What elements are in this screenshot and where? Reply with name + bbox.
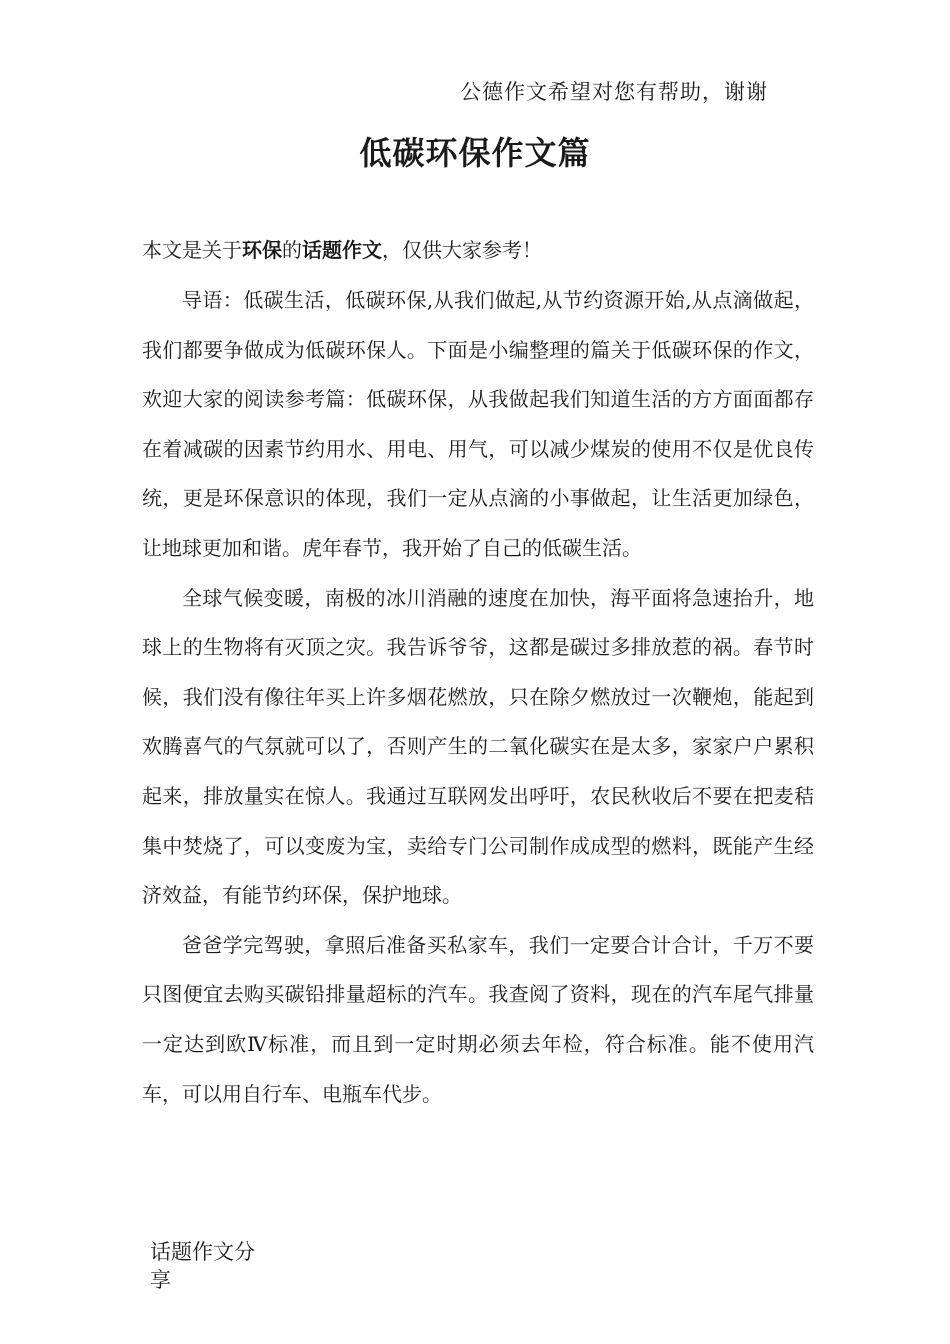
intro-prefix: 本文是关于 <box>142 238 242 262</box>
intro-middle: 的 <box>282 238 302 262</box>
intro-block <box>142 226 814 276</box>
intro-suffix: ，仅供大家参考！ <box>382 238 542 262</box>
intro-line <box>142 226 814 276</box>
footer-tag: 话题作文分享 <box>150 1240 255 1292</box>
intro-keyword-topic-essay: 话题作文 <box>302 238 382 262</box>
paragraph-family-car: 爸爸学完驾驶，拿照后准备买私家车，我们一定要合计合计，千万不要只图便宜去购买碳铅排量超标的汽车。我查阅了资料，现在的汽车尾气排量一定达到欧Ⅳ标准，而且到一定时期必须去年检，符合标准。能不使用汽车，可以用自行车、电瓶车代步。 <box>142 932 814 1106</box>
header-note: 公德作文希望对您有帮助，谢谢 <box>460 80 768 104</box>
document-title: 低碳环保作文篇 <box>359 134 591 172</box>
intro-keyword-environment: 环保 <box>242 238 282 262</box>
paragraph-global-warming: 全球气候变暖，南极的冰川消融的速度在加快，海平面将急速抬升，地球上的生物将有灭顶之灾。我告诉爷爷，这都是碳过多排放惹的祸。春节时候，我们没有像往年买上许多烟花燃放，只在除夕燃放过一次鞭炮，能起到欢腾喜气的气氛就可以了，否则产生的二氧化碳实在是太多，家家户户累积起来，排放量实在惊人。我通过互联网发出呼吁，农民秋收后不要在把麦秸集中焚烧了，可以变废为宝，卖给专门公司制作成成型的燃料，既能产生经济效益，有能节约环保，保护地球。 <box>142 585 814 908</box>
essay-body <box>142 276 814 1119</box>
paragraph-lead: 导语：低碳生活，低碳环保,从我们做起,从节约资源开始,从点滴做起，我们都要争做成为低碳环保人。下面是小编整理的篇关于低碳环保的作文，欢迎大家的阅读参考篇：低碳环保，从我做起我们知道生活的方方面面都存在着减碳的因素节约用水、用电、用气，可以减少煤炭的使用不仅是优良传统，更是环保意识的体现，我们一定从点滴的小事做起，让生活更加绿色，让地球更加和谐。虎年春节，我开始了自己的低碳生活。 <box>142 288 814 560</box>
